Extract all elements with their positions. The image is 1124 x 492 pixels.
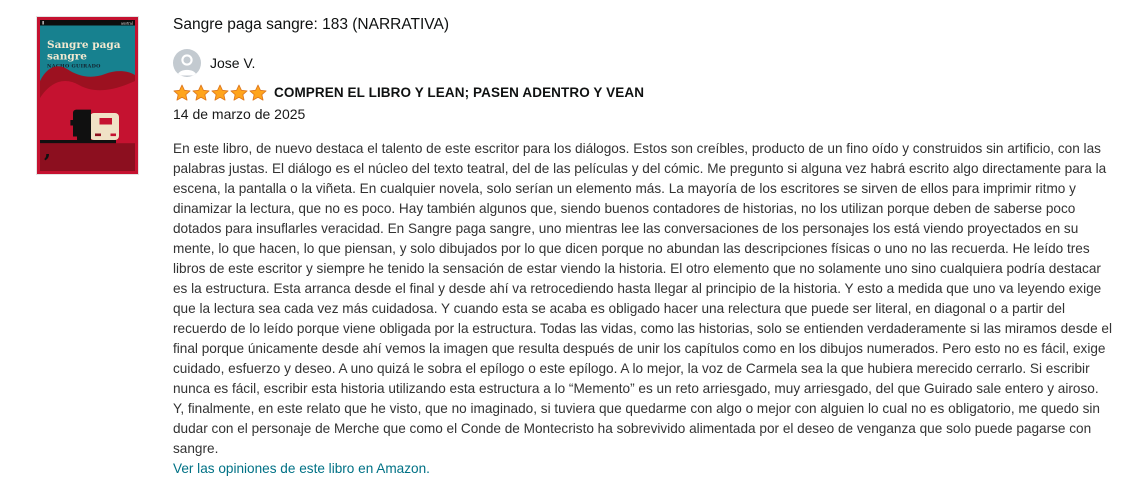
cover-van-window [100, 118, 113, 125]
cover-top-strip-mark [43, 21, 44, 25]
cover-van-cab [73, 110, 91, 141]
rating-row [173, 84, 1112, 101]
review-body-text: En este libro, de nuevo destaca el talento de este escritor para los diálogos. Estos son creíbles, producto de un fino oído y construidos sin artificio, con las palabras justas. El diálogo es el núcleo del texto teatral, del de las películas y del cómic. Me pregunto si alguna vez habrá escrito algo directamente para la escena, la pantalla o la viñeta. En cualquier novela, solo serían un elemento más. La mayoría de los escritores se sirven de ellos para imprimir ritmo y dinamizar la lectura, que no es poco. Hay también algunos que, siendo buenos contadores de historias, no los utilizan porque deben de saberse poco dotados para insuflarles veracidad. En Sangre paga sangre, uno mientras lee las conversaciones de los personajes los está viendo proyectados en su mente, lo que hacen, lo que piensan, y solo dibujados por lo que dicen porque no abundan las descripciones físicas o uno no las recuerda. He leído tres libros de este escritor y siempre he tenido la sensación de estar viendo la historia. El otro elemento que no solamente uno sino cualquiera podría destacar es la estructura. Esta arranca desde el final y desde ahí va retrocediendo hasta llegar al principio de la historia. Y esto a medida que uno va leyendo exige que la lectura sea cada vez más cuidadosa. Y cuando esta se acaba es obligado hacer una relectura que puede ser literal, en diagonal o a partir del recuerdo de lo leído porque viene obligada por la estructura. Todas las vidas, como las historias, solo se entienden verdaderamente si las miramos desde el final porque únicamente desde ahí vemos la imagen que resulta después de unir los capítulos como en los dibujos numerados. Pero esto no es fácil, exige cuidado, esfuerzo y deseo. A uno quizá le sobra el epílogo o este epílogo. A lo mejor, la voz de Carmela sea la que hubiera merecido cerrarlo. Si escribir nunca es fácil, escribir esta historia utilizando esta estructura a lo “Memento” es un reto arriesgado, muy arriesgado, del que Guirado sale entero y airoso. Y, finalmente, en este relato que he visto, que no imaginado, si tuviera que quedarme con algo o mejor con alguien lo cual no es obligatorio, me quedo sin dudar con el personaje de Merche que como el Conde de Montecristo ha sobrevivido alimentada por el deseo de venganza que solo puede pagarse con sangre. [173, 141, 1113, 456]
amazon-reviews-link[interactable]: Ver las opiniones de este libro en Amazon. [173, 461, 430, 476]
cover-publisher-label: austral [120, 21, 133, 26]
review-title: COMPREN EL LIBRO Y LEAN; PASEN ADENTRO Y VEAN [274, 85, 645, 100]
cover-title-line1: Sangre paga [47, 39, 121, 51]
cover-ground-line [40, 140, 116, 143]
book-cover-art [37, 17, 138, 174]
cover-van-light-left [95, 134, 101, 137]
cover-van-light-right [111, 134, 117, 137]
avatar-icon [173, 49, 201, 77]
review-date: 14 de marzo de 2025 [173, 106, 306, 122]
reviewer-name: Jose V. [210, 55, 256, 71]
star-rating [173, 84, 267, 101]
review-content [173, 14, 1112, 479]
cover-comma-mark: , [44, 138, 51, 162]
cover-bottom-band [40, 143, 135, 171]
cover-author-label: NACHO GUIRADO [47, 63, 101, 70]
reviewer-profile[interactable] [173, 49, 1112, 77]
product-title: Sangre paga sangre: 183 (NARRATIVA) [173, 16, 449, 33]
cover-van-mirror [70, 120, 73, 126]
cover-title-line2: sangre [47, 50, 87, 63]
book-cover-image[interactable] [37, 17, 138, 174]
